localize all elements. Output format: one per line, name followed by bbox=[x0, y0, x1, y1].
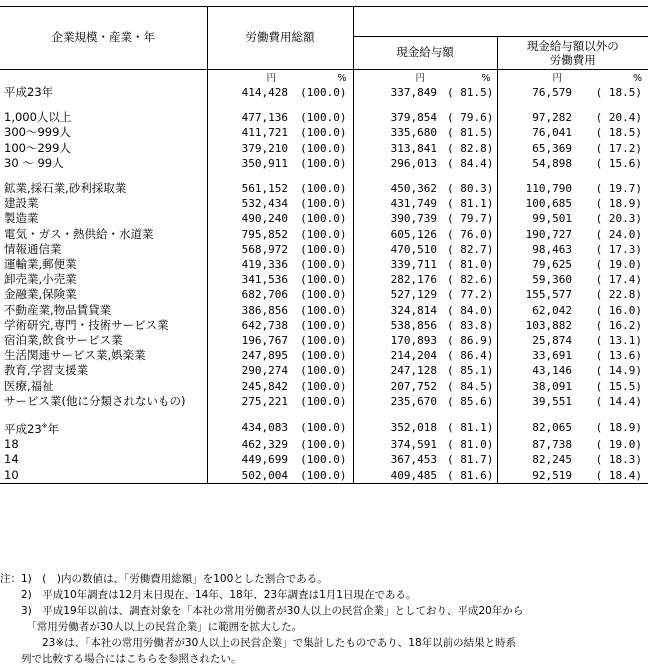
noncash-value: 65,369 bbox=[497, 141, 580, 156]
cash-percent: ( 80.3) bbox=[447, 182, 494, 196]
table-row bbox=[0, 379, 648, 394]
noncash-value: 33,691 bbox=[497, 348, 580, 363]
cash-value: 379,854 bbox=[353, 110, 447, 125]
row-label bbox=[0, 272, 207, 287]
cash-percent: ( 81.7) bbox=[447, 453, 494, 467]
table-row bbox=[0, 181, 648, 196]
row-label-text: 1,000人以上 bbox=[4, 110, 72, 125]
noncash-value: 92,519 bbox=[497, 468, 580, 484]
total-value: 532,434 bbox=[207, 196, 298, 211]
total-percent: (100.0) bbox=[300, 212, 347, 226]
total-percent: (100.0) bbox=[300, 303, 347, 317]
unit-spacer bbox=[0, 70, 207, 86]
cash-value: 538,856 bbox=[353, 318, 447, 333]
cash-percent: ( 86.4) bbox=[447, 349, 494, 363]
row-label-text: 医療,福祉 bbox=[4, 378, 54, 393]
noncash-value: 38,091 bbox=[497, 379, 580, 394]
cash-value: 339,711 bbox=[353, 257, 447, 272]
cash-percent: ( 85.1) bbox=[447, 364, 494, 378]
row-label-text: 建設業 bbox=[4, 196, 39, 211]
table-row bbox=[0, 272, 648, 287]
header-noncash-line1: 現金給与額以外の bbox=[526, 39, 619, 53]
footnote-3-cont: 「常用労働者が30人以上の民営企業」に範囲を拡大した。 bbox=[0, 621, 303, 633]
noncash-percent: ( 24.0) bbox=[595, 227, 642, 241]
cash-value: 409,485 bbox=[353, 468, 447, 484]
total-value: 411,721 bbox=[207, 125, 298, 140]
table-row bbox=[0, 125, 648, 140]
total-percent: (100.0) bbox=[300, 421, 347, 435]
footnote-3-detail-cont: 列で比較する場合にはこちらを参照されたい。 bbox=[0, 653, 242, 665]
footnotes bbox=[0, 571, 648, 667]
total-percent: (100.0) bbox=[300, 288, 347, 302]
header-group bbox=[353, 7, 648, 37]
total-percent: (100.0) bbox=[300, 258, 347, 272]
cash-percent: ( 82.6) bbox=[447, 273, 494, 287]
row-spacer bbox=[0, 100, 648, 110]
total-percent: (100.0) bbox=[300, 364, 347, 378]
row-label bbox=[0, 227, 207, 242]
row-label-mark: ※ bbox=[41, 422, 48, 431]
table-row bbox=[0, 318, 648, 333]
row-label-text: 宿泊業,飲食サービス業 bbox=[4, 333, 123, 348]
total-percent: (100.0) bbox=[300, 111, 347, 125]
total-value: 561,152 bbox=[207, 181, 298, 196]
cash-value: 450,362 bbox=[353, 181, 447, 196]
cash-percent: ( 81.6) bbox=[447, 468, 497, 484]
table-row bbox=[0, 211, 648, 226]
footnote-1: 注：1) ( )内の数値は、「労働費用総額」を100とした割合である。 bbox=[0, 573, 328, 585]
header-category: 企業規模・産業・年 bbox=[51, 30, 155, 45]
unit-pct: % bbox=[337, 73, 347, 84]
row-label bbox=[0, 363, 207, 378]
total-value: 642,738 bbox=[207, 318, 298, 333]
table-row bbox=[0, 242, 648, 257]
noncash-value: 82,245 bbox=[497, 452, 580, 467]
noncash-percent: ( 19.0) bbox=[595, 258, 642, 272]
total-value: 275,221 bbox=[207, 394, 298, 409]
total-percent: (100.0) bbox=[300, 227, 347, 241]
total-value: 341,536 bbox=[207, 272, 298, 287]
noncash-percent: ( 13.6) bbox=[595, 349, 642, 363]
total-percent: (100.0) bbox=[300, 334, 347, 348]
total-value: 795,852 bbox=[207, 227, 298, 242]
row-label-text: 300～999人 bbox=[4, 125, 71, 140]
table-row bbox=[0, 85, 648, 100]
total-percent: (100.0) bbox=[300, 453, 347, 467]
row-spacer bbox=[0, 171, 648, 181]
table-row bbox=[0, 156, 648, 171]
cash-percent: ( 84.5) bbox=[447, 379, 494, 393]
row-label-text: 14 bbox=[4, 452, 19, 467]
row-label bbox=[0, 348, 207, 363]
total-value: 419,336 bbox=[207, 257, 298, 272]
table-row bbox=[0, 287, 648, 302]
footnote-3-detail: 23※は、「本社の常用労働者が30人以上の民営企業」で集計したものであり、18年以前の結果と時系 bbox=[0, 637, 517, 649]
table-row bbox=[0, 333, 648, 348]
noncash-percent: ( 15.6) bbox=[595, 156, 642, 170]
cash-value: 605,126 bbox=[353, 227, 447, 242]
row-label-text: 電気・ガス・熱供給・水道業 bbox=[4, 226, 154, 241]
table-row bbox=[0, 468, 648, 484]
total-value: 379,210 bbox=[207, 141, 298, 156]
cash-value: 247,128 bbox=[353, 363, 447, 378]
row-label-text: 30 ～ 99人 bbox=[4, 155, 64, 170]
row-label bbox=[0, 242, 207, 257]
total-percent: (100.0) bbox=[300, 86, 347, 99]
cash-percent: ( 79.7) bbox=[447, 212, 494, 226]
footnote-3: 3) 平成19年以前は、調査対象を「本社の常用労働者が30人以上の民営企業」としており、平成20年から bbox=[0, 605, 524, 617]
row-label-text: 学術研究,専門・技術サービス業 bbox=[4, 317, 169, 332]
total-percent: (100.0) bbox=[300, 141, 347, 155]
noncash-value: 99,501 bbox=[497, 211, 580, 226]
row-label bbox=[0, 333, 207, 348]
cash-value: 313,841 bbox=[353, 141, 447, 156]
footnote-2: 2) 平成10年調査は12月末日現在、14年、18年、23年調査は1月1日現在である。 bbox=[0, 589, 417, 601]
total-value: 386,856 bbox=[207, 303, 298, 318]
cash-value: 367,453 bbox=[353, 452, 447, 467]
row-label-text: 平成23年 bbox=[4, 85, 54, 99]
row-label bbox=[0, 181, 207, 196]
table-row bbox=[0, 110, 648, 125]
row-label bbox=[0, 303, 207, 318]
noncash-percent: ( 20.3) bbox=[595, 212, 642, 226]
noncash-value: 25,874 bbox=[497, 333, 580, 348]
total-value: 245,842 bbox=[207, 379, 298, 394]
cash-percent: ( 81.1) bbox=[447, 197, 494, 211]
row-label-text: 製造業 bbox=[4, 211, 39, 226]
total-value: 247,895 bbox=[207, 348, 298, 363]
row-label-text: 不動産業,物品賃貸業 bbox=[4, 302, 112, 317]
row-label bbox=[0, 318, 207, 333]
total-value: 502,004 bbox=[207, 468, 298, 484]
table-row bbox=[0, 437, 648, 452]
noncash-percent: ( 18.9) bbox=[595, 197, 642, 211]
noncash-percent: ( 20.4) bbox=[595, 111, 642, 125]
unit-yen: 円 bbox=[353, 70, 447, 86]
row-label bbox=[0, 394, 207, 409]
noncash-percent: ( 18.5) bbox=[595, 126, 642, 140]
total-percent: (100.0) bbox=[300, 182, 347, 196]
cash-percent: ( 81.0) bbox=[447, 258, 494, 272]
cash-value: 235,670 bbox=[353, 394, 447, 409]
noncash-percent: ( 18.5) bbox=[595, 86, 642, 99]
row-label bbox=[0, 468, 207, 484]
noncash-percent: ( 14.4) bbox=[595, 394, 642, 408]
row-label-text: 平成23 bbox=[4, 421, 42, 436]
cash-value: 390,739 bbox=[353, 211, 447, 226]
cash-value: 470,510 bbox=[353, 242, 447, 257]
noncash-value: 103,882 bbox=[497, 318, 580, 333]
table-row bbox=[0, 303, 648, 318]
total-percent: (100.0) bbox=[300, 318, 347, 332]
noncash-value: 97,282 bbox=[497, 110, 580, 125]
noncash-percent: ( 18.3) bbox=[595, 453, 642, 467]
row-label-text: 金融業,保険業 bbox=[4, 287, 77, 302]
total-value: 462,329 bbox=[207, 437, 298, 452]
total-percent: (100.0) bbox=[300, 242, 347, 256]
row-label-text: サービス業(他に分類されないもの) bbox=[4, 393, 186, 408]
cash-percent: ( 85.6) bbox=[447, 394, 494, 408]
cash-percent: ( 82.8) bbox=[447, 141, 494, 155]
noncash-value: 87,738 bbox=[497, 437, 580, 452]
row-label bbox=[0, 452, 207, 467]
cash-percent: ( 83.8) bbox=[447, 318, 494, 332]
noncash-percent: ( 15.5) bbox=[595, 379, 642, 393]
total-percent: (100.0) bbox=[300, 156, 347, 170]
noncash-value: 62,042 bbox=[497, 303, 580, 318]
row-label-text: 卸売業,小売業 bbox=[4, 272, 77, 287]
header-noncash-line2: 労働費用 bbox=[549, 53, 596, 67]
row-label bbox=[0, 125, 207, 140]
cash-value: 527,129 bbox=[353, 287, 447, 302]
noncash-percent: ( 18.4) bbox=[580, 468, 648, 484]
noncash-percent: ( 17.4) bbox=[595, 273, 642, 287]
row-label bbox=[0, 110, 207, 125]
noncash-value: 155,577 bbox=[497, 287, 580, 302]
row-label bbox=[0, 287, 207, 302]
table-row bbox=[0, 141, 648, 156]
row-label bbox=[0, 419, 207, 437]
cash-percent: ( 79.6) bbox=[447, 111, 494, 125]
row-label-text: 100～299人 bbox=[4, 140, 71, 155]
cash-percent: ( 81.5) bbox=[447, 86, 494, 99]
cash-value: 324,814 bbox=[353, 303, 447, 318]
row-label-text: 教育,学習支援業 bbox=[4, 363, 89, 378]
noncash-percent: ( 17.3) bbox=[595, 242, 642, 256]
cash-value: 214,204 bbox=[353, 348, 447, 363]
cash-percent: ( 77.2) bbox=[447, 288, 494, 302]
noncash-percent: ( 17.2) bbox=[595, 141, 642, 155]
noncash-value: 76,041 bbox=[497, 125, 580, 140]
row-label bbox=[0, 156, 207, 171]
total-value: 490,240 bbox=[207, 211, 298, 226]
cash-percent: ( 86.9) bbox=[447, 334, 494, 348]
row-label-text: 鉱業,採石業,砂利採取業 bbox=[4, 181, 127, 196]
row-label-text: 情報通信業 bbox=[4, 241, 62, 256]
total-value: 434,083 bbox=[207, 419, 298, 437]
row-label bbox=[0, 85, 207, 100]
table-row bbox=[0, 196, 648, 211]
cash-value: 335,680 bbox=[353, 125, 447, 140]
total-percent: (100.0) bbox=[300, 349, 347, 363]
row-label bbox=[0, 211, 207, 226]
noncash-value: 43,146 bbox=[497, 363, 580, 378]
total-percent: (100.0) bbox=[300, 273, 347, 287]
unit-pct: % bbox=[632, 73, 642, 84]
cash-percent: ( 84.0) bbox=[447, 303, 494, 317]
table-row bbox=[0, 257, 648, 272]
cash-value: 374,591 bbox=[353, 437, 447, 452]
table-row bbox=[0, 348, 648, 363]
labor-cost-table bbox=[0, 6, 648, 484]
row-label bbox=[0, 379, 207, 394]
cash-percent: ( 82.7) bbox=[447, 242, 494, 256]
noncash-value: 79,625 bbox=[497, 257, 580, 272]
cash-percent: ( 81.1) bbox=[447, 421, 494, 435]
unit-yen: 円 bbox=[207, 70, 298, 86]
noncash-value: 39,551 bbox=[497, 394, 580, 409]
row-label-text: 18 bbox=[4, 437, 19, 452]
total-value: 196,767 bbox=[207, 333, 298, 348]
row-label-suffix: 年 bbox=[47, 421, 60, 436]
noncash-percent: ( 19.0) bbox=[595, 438, 642, 452]
cash-value: 296,013 bbox=[353, 156, 447, 171]
unit-yen: 円 bbox=[497, 70, 580, 86]
total-percent: (100.0) bbox=[300, 438, 347, 452]
cash-value: 282,176 bbox=[353, 272, 447, 287]
noncash-percent: ( 16.2) bbox=[595, 318, 642, 332]
table-row bbox=[0, 452, 648, 467]
total-value: 414,428 bbox=[207, 85, 298, 100]
noncash-value: 100,685 bbox=[497, 196, 580, 211]
header-cash: 現金給与額 bbox=[353, 37, 497, 70]
row-label bbox=[0, 196, 207, 211]
header-total: 労働費用総額 bbox=[207, 7, 353, 70]
cash-percent: ( 84.4) bbox=[447, 156, 494, 170]
table-row bbox=[0, 419, 648, 437]
row-label bbox=[0, 257, 207, 272]
noncash-value: 54,898 bbox=[497, 156, 580, 171]
noncash-percent: ( 22.8) bbox=[595, 288, 642, 302]
cash-value: 337,849 bbox=[353, 85, 447, 100]
total-percent: (100.0) bbox=[300, 379, 347, 393]
row-spacer bbox=[0, 409, 648, 419]
total-value: 682,706 bbox=[207, 287, 298, 302]
noncash-percent: ( 18.9) bbox=[595, 421, 642, 435]
table-row bbox=[0, 227, 648, 242]
noncash-value: 76,579 bbox=[497, 85, 580, 100]
noncash-value: 190,727 bbox=[497, 227, 580, 242]
row-label-text: 生活関連サービス業,娯楽業 bbox=[4, 348, 146, 363]
noncash-value: 110,790 bbox=[497, 181, 580, 196]
unit-pct: % bbox=[481, 73, 491, 84]
total-value: 477,136 bbox=[207, 110, 298, 125]
noncash-value: 59,360 bbox=[497, 272, 580, 287]
table-row bbox=[0, 394, 648, 409]
header-noncash bbox=[497, 37, 648, 70]
total-percent: (100.0) bbox=[300, 394, 347, 408]
table-row bbox=[0, 363, 648, 378]
cash-value: 170,893 bbox=[353, 333, 447, 348]
cash-value: 352,018 bbox=[353, 419, 447, 437]
cash-percent: ( 81.0) bbox=[447, 438, 494, 452]
total-percent: (100.0) bbox=[298, 468, 353, 484]
cash-value: 207,752 bbox=[353, 379, 447, 394]
total-percent: (100.0) bbox=[300, 126, 347, 140]
cash-value: 431,749 bbox=[353, 196, 447, 211]
row-label-text: 運輸業,郵便業 bbox=[4, 257, 77, 272]
noncash-percent: ( 19.7) bbox=[595, 182, 642, 196]
row-label-text: 10 bbox=[4, 467, 19, 482]
total-value: 568,972 bbox=[207, 242, 298, 257]
noncash-value: 82,065 bbox=[497, 419, 580, 437]
noncash-percent: ( 14.9) bbox=[595, 364, 642, 378]
total-value: 290,274 bbox=[207, 363, 298, 378]
cash-percent: ( 81.5) bbox=[447, 126, 494, 140]
cash-percent: ( 76.0) bbox=[447, 227, 494, 241]
row-label bbox=[0, 437, 207, 452]
row-label bbox=[0, 141, 207, 156]
total-value: 449,699 bbox=[207, 452, 298, 467]
noncash-value: 98,463 bbox=[497, 242, 580, 257]
noncash-percent: ( 16.0) bbox=[595, 303, 642, 317]
total-value: 350,911 bbox=[207, 156, 298, 171]
noncash-percent: ( 13.1) bbox=[595, 334, 642, 348]
total-percent: (100.0) bbox=[300, 197, 347, 211]
